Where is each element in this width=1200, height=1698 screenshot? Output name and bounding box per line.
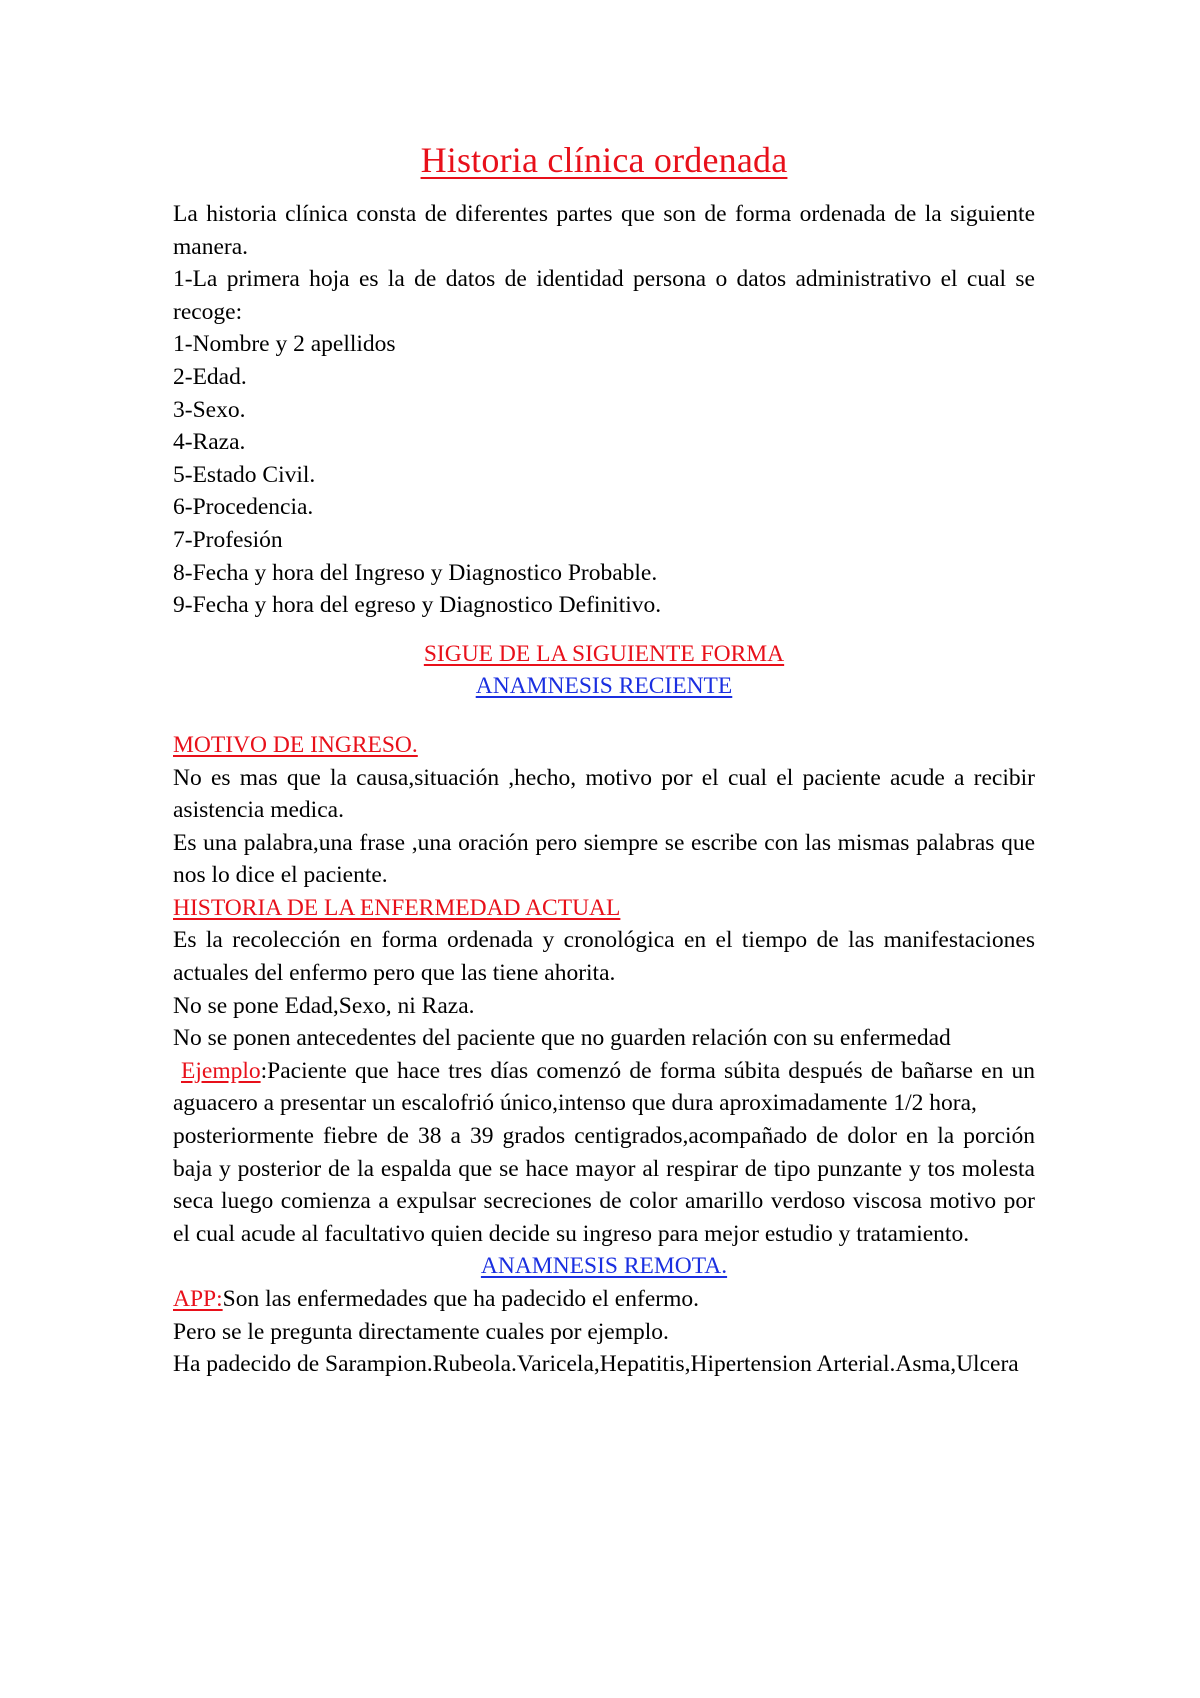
motivo-paragraph-1: No es mas que la causa,situación ,hecho, motivo por el cual el paciente acude a recibir asistencia medica. — [173, 764, 1035, 824]
list-item: 3-Sexo. — [173, 396, 246, 423]
list-item: 6-Procedencia. — [173, 494, 314, 521]
list-item: 9-Fecha y hora del egreso y Diagnostico Definitivo. — [173, 592, 662, 619]
ejemplo-label: Ejemplo — [181, 1057, 261, 1084]
historia-paragraph-2: No se pone Edad,Sexo, ni Raza. — [173, 992, 475, 1019]
app-text: Son las enfermedades que ha padecido el enfermo. — [222, 1286, 699, 1312]
heading-historia-enfermedad: HISTORIA DE LA ENFERMEDAD ACTUAL — [173, 894, 621, 921]
heading-anamnesis-remota: ANAMNESIS REMOTA. — [480, 1253, 728, 1280]
list-item: 1-Nombre y 2 apellidos — [173, 331, 396, 358]
app-label: APP: — [173, 1286, 223, 1312]
app-paragraph — [173, 1283, 1035, 1316]
ejemplo-paragraph — [173, 1055, 1035, 1120]
identity-data-list — [173, 328, 1035, 621]
spacer — [173, 622, 1035, 638]
remota-paragraph-2: Pero se le pregunta directamente cuales por ejemplo. — [173, 1318, 669, 1345]
historia-paragraph-1: Es la recolección en forma ordenada y cronológica en el tiempo de las manifestaciones actuales del enfermo pero que las tiene ahorita. — [173, 927, 1035, 987]
list-item: 5-Estado Civil. — [173, 461, 316, 488]
list-item: 8-Fecha y hora del Ingreso y Diagnostico Probable. — [173, 559, 658, 586]
document-page — [173, 138, 1035, 1381]
heading-motivo-ingreso: MOTIVO DE INGRESO. — [173, 731, 418, 758]
intro-paragraph: La historia clínica consta de diferentes partes que son de forma ordenada de la siguiente manera. — [173, 201, 1035, 260]
historia-paragraph-4: posteriormente fiebre de 38 a 39 grados centigrados,acompañado de dolor en la porción baja y posterior de la espalda que se hace mayor al respirar de tipo punzante y tos molesta seca luego comienza a expulsar secreciones de color amarillo verdoso viscosa motivo por el cual acude al facultativo quien decide su ingreso para mejor estudio y tratamiento. — [173, 1123, 1035, 1247]
list-item: 4-Raza. — [173, 429, 246, 456]
document-title: Historia clínica ordenada — [420, 140, 788, 180]
heading-anamnesis-reciente: ANAMNESIS RECIENTE — [475, 673, 733, 700]
heading-sigue: SIGUE DE LA SIGUIENTE FORMA — [423, 640, 785, 667]
ejemplo-text: :Paciente que hace tres días comenzó de forma súbita después de bañarse en un aguacero a presentar un escalofrió único,intenso que dura aproximadamente 1/2 hora, — [173, 1057, 1035, 1117]
motivo-paragraph-2: Es una palabra,una frase ,una oración pero siempre se escribe con las mismas palabras que nos lo dice el paciente. — [173, 829, 1035, 889]
spacer — [173, 703, 1035, 729]
first-sheet-paragraph: 1-La primera hoja es la de datos de identidad persona o datos administrativo el cual se recoge: — [173, 266, 1035, 325]
remota-paragraph-3: Ha padecido de Sarampion.Rubeola.Varicela,Hepatitis,Hipertension Arterial.Asma,Ulcera — [173, 1351, 1019, 1378]
historia-paragraph-3: No se ponen antecedentes del paciente que no guarden relación con su enfermedad — [173, 1025, 951, 1052]
list-item: 7-Profesión — [173, 526, 283, 553]
list-item: 2-Edad. — [173, 363, 247, 390]
